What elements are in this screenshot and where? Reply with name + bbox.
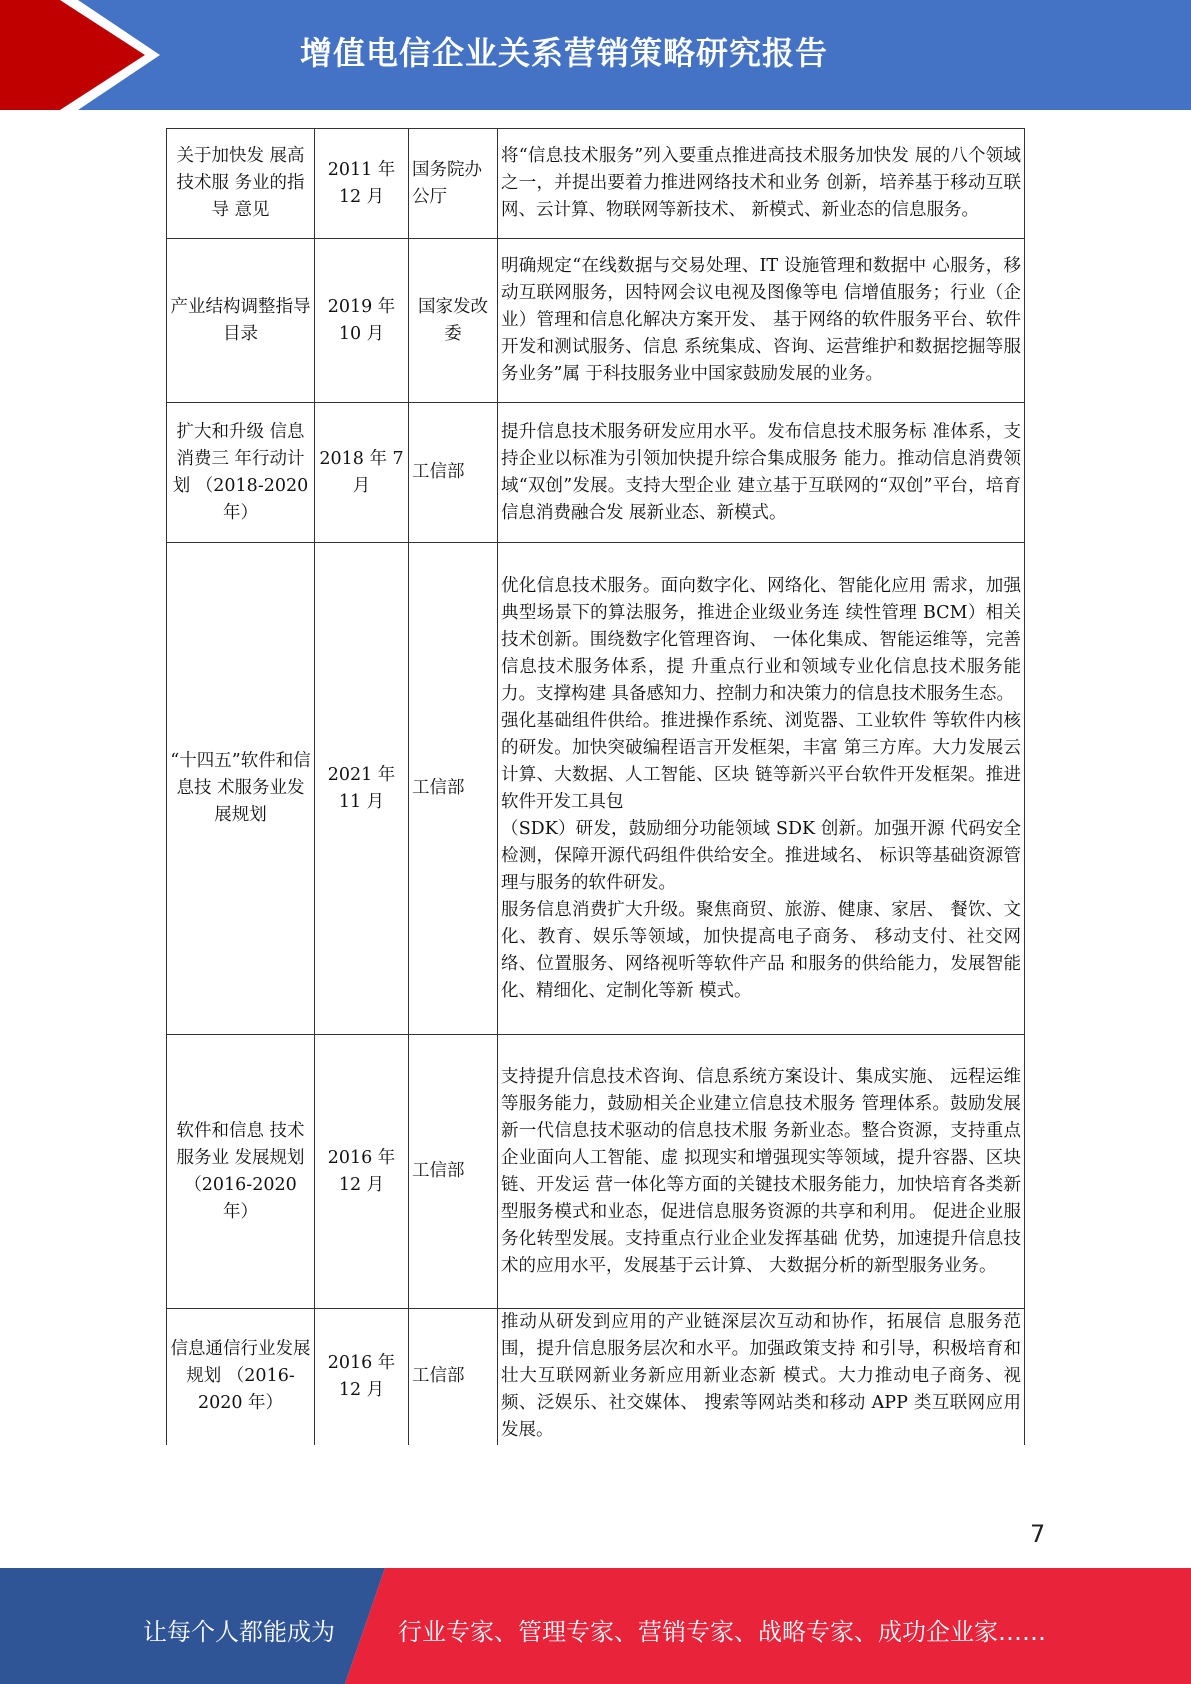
report-title: 增值电信企业关系营销策略研究报告 — [300, 34, 829, 72]
policy-department: 工信部 — [409, 543, 498, 1035]
policy-date: 2018 年 7 月 — [315, 403, 409, 543]
policy-department: 国家发改委 — [409, 239, 498, 403]
page-number: 7 — [1030, 1520, 1046, 1548]
policy-description — [498, 1309, 1025, 1445]
table-row — [167, 1035, 1025, 1309]
policy-name: 信息通信行业发展规划 （2016-2020 年） — [167, 1309, 315, 1445]
description-paragraph: 强化基础组件供给。推进操作系统、浏览器、工业软件 等软件内核的研发。加快突破编程语言开发框架，丰富 第三方库。大力发展云计算、大数据、人工智能、区块 链等新兴平台软件开发框架。推进软件开发工具包 — [501, 710, 1021, 812]
policy-department: 工信部 — [409, 1309, 498, 1445]
policy-description — [498, 129, 1025, 239]
policy-department: 工信部 — [409, 1035, 498, 1309]
table-row — [167, 403, 1025, 543]
policy-date: 2016 年 12 月 — [315, 1309, 409, 1445]
header-banner — [0, 0, 1191, 110]
policy-name: “十四五”软件和信息技 术服务业发 展规划 — [167, 543, 315, 1035]
description-paragraph: 将“信息技术服务”列入要重点推进高技术服务加快发 展的八个领域之一，并提出要着力推进网络技术和业务 创新，培养基于移动互联网、云计算、物联网等新技术、 新模式、新业态的信息服务。 — [501, 146, 1021, 220]
table-row — [167, 543, 1025, 1035]
policy-name: 产业结构调整指导目录 — [167, 239, 315, 403]
policy-table — [166, 128, 1025, 1445]
policy-date: 2016 年 12 月 — [315, 1035, 409, 1309]
table-row — [167, 239, 1025, 403]
description-paragraph: 服务信息消费扩大升级。聚焦商贸、旅游、健康、家居、 餐饮、文化、教育、娱乐等领域，加快提高电子商务、 移动支付、社交网络、位置服务、网络视听等软件产品 和服务的供给能力，发展智能化、精细化、定制化等新 模式。 — [501, 899, 1021, 1001]
policy-department: 工信部 — [409, 403, 498, 543]
policy-department: 国务院办公厅 — [409, 129, 498, 239]
table-row — [167, 129, 1025, 239]
table-row — [167, 1309, 1025, 1445]
policy-date: 2011 年 12 月 — [315, 129, 409, 239]
policy-description — [498, 239, 1025, 403]
footer-slogan-left: 让每个人都能成为 — [143, 1618, 335, 1646]
description-paragraph: 支持提升信息技术咨询、信息系统方案设计、集成实施、 远程运维等服务能力，鼓励相关企业建立信息技术服务 管理体系。鼓励发展新一代信息技术驱动的信息技术服 务新业态。整合资源，支持重点企业面向人工智能、虚 拟现实和增强现实等领域，提升容器、区块链、开发运 营一体化等方面的关键技术服务能力，加快培育各类新 型服务模式和业态，促进信息服务资源的共享和利用。 促进企业服务化转型发展。支持重点行业企业发挥基础 优势，加速提升信息技术的应用水平，发展基于云计算、 大数据分析的新型服务业务。 — [501, 1066, 1021, 1276]
policy-description — [498, 543, 1025, 1035]
description-paragraph: 提升信息技术服务研发应用水平。发布信息技术服务标 准体系，支持企业以标准为引领加快提升综合集成服务 能力。推动信息消费领域“双创”发展。支持大型企业 建立基于互联网的“双创”平台，培育信息消费融合发 展新业态、新模式。 — [501, 421, 1021, 523]
footer-banner — [0, 1568, 1191, 1684]
policy-name: 关于加快发 展高技术服 务业的指导 意见 — [167, 129, 315, 239]
description-paragraph: 推动从研发到应用的产业链深层次互动和协作，拓展信 息服务范围，提升信息服务层次和水平。加强政策支持 和引导，积极培育和壮大互联网新业务新应用新业态新 模式。大力推动电子商务、视频、泛娱乐、社交媒体、 搜索等网站类和移动 APP 类互联网应用发展。 — [501, 1312, 1021, 1441]
policy-name: 软件和信息 技术服务业 发展规划 （2016-2020 年） — [167, 1035, 315, 1309]
description-paragraph: （SDK）研发，鼓励细分功能领域 SDK 创新。加强开源 代码安全检测，保障开源代码组件供给安全。推进域名、 标识等基础资源管理与服务的软件研发。 — [501, 818, 1021, 893]
policy-description — [498, 403, 1025, 543]
policy-name: 扩大和升级 信息消费三 年行动计划 （2018-2020 年） — [167, 403, 315, 543]
description-paragraph: 明确规定“在线数据与交易处理、IT 设施管理和数据中 心服务，移动互联网服务，因特网会议电视及图像等电 信增值服务；行业（企业）管理和信息化解决方案开发、 基于网络的软件服务平台、软件开发和测试服务、信息 系统集成、咨询、运营维护和数据挖掘等服务业务”属 于科技服务业中国家鼓励发展的业务。 — [501, 256, 1021, 384]
description-paragraph: 优化信息技术服务。面向数字化、网络化、智能化应用 需求，加强典型场景下的算法服务，推进企业级业务连 续性管理 BCM）相关技术创新。围绕数字化管理咨询、 一体化集成、智能运维等，完善信息技术服务体系，提 升重点行业和领域专业化信息技术服务能力。支撑构建 具备感知力、控制力和决策力的信息技术服务生态。 — [501, 575, 1021, 704]
policy-date: 2019 年 10 月 — [315, 239, 409, 403]
policy-description — [498, 1035, 1025, 1309]
policy-date: 2021 年 11 月 — [315, 543, 409, 1035]
footer-slogan-right: 行业专家、管理专家、营销专家、战略专家、成功企业家…… — [398, 1618, 1046, 1646]
